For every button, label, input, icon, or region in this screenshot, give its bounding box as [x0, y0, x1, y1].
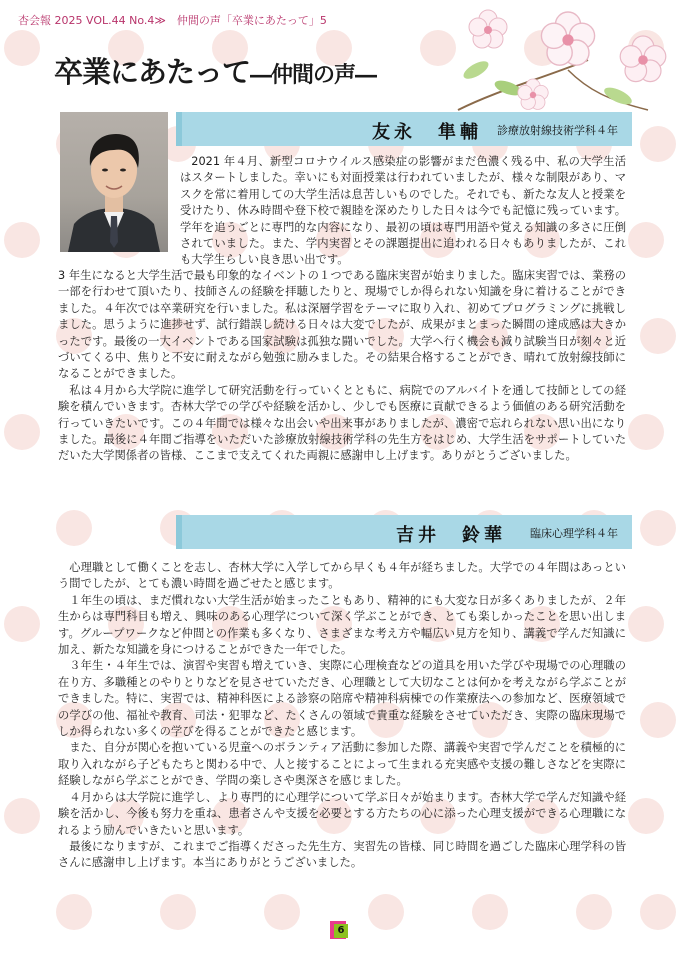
- paragraph: 2021 年４月、新型コロナウイルス感染症の影響がまだ色濃く残る中、私の大学生活はスタートしました。幸いにも対面授業は行われていましたが、様々な制限があり、マスクを常に着用しての大学生活は息苦しいものでした。それでも、新たな友人と授業を受けたり、休み時間や登下校で親睦を深めたりした日々は今でも記憶に残っています。学年を追うごとに専門的な内容になり、最初の頃は専門用語や覚える知識の多さに圧倒されていました。また、学内実習とその課題提出に追われる日々もありましたが、これも大学生らしい良き思い出です。: [180, 155, 626, 267]
- background-dot: [4, 798, 40, 834]
- background-dot: [264, 894, 300, 930]
- running-header: 杏会報 2025 VOL.44 No.4≫ 仲間の声「卒業にあたって」5: [18, 14, 327, 27]
- author-photo: [60, 112, 168, 252]
- background-dot: [4, 606, 40, 642]
- paragraph: また、自分が関心を抱いている児童へのボランティア活動に参加した際、講義や実習で学んだことを積極的に取り入れながら子どもたちと関わる中で、人と接することによって生まれる充実感や支援の難しさなどを実際に経験しながら学ぶことができ、学問の楽しさや奥深さを感じました。: [58, 741, 626, 788]
- background-dot: [640, 894, 676, 930]
- background-dot: [368, 894, 404, 930]
- paragraph: 私は４月から大学院に進学して研究活動を行っていくとともに、病院でのアルバイトを通して技師としての経験を積んでいきます。杏林大学での学びや経験を活かし、少しでも医療に貢献できるよう価値のある研究活動を行っていきたいです。この４年間では様々な出会いや出来事がありましたが、濃密で忘れられない思い出になりました。最後に４年間ご指導をいただいた診療放射線技術学科の先生方をはじめ、大学生活をサポートしていただいた大学関係者の皆様、ここまで支えてくれた両親に感謝申し上げます。ありがとうございました。: [58, 383, 626, 463]
- page-number: 6: [334, 924, 348, 938]
- page-title-main: 卒業にあたって: [54, 55, 251, 89]
- background-dot: [160, 894, 196, 930]
- author-name: 吉井 鈴華: [396, 525, 506, 546]
- background-dot: [576, 894, 612, 930]
- paragraph: 3 年生になると大学生活で最も印象的なイベントの１つである臨床実習が始まりました。臨床実習では、業務の一部を行わせて頂いたり、技師さんの経験を拝聴したりと、現場でしか得られない知識を身に着けることができました。４年次では卒業研究を行いました。私は深層学習をテーマに取り入れ、初めてプログラミングに挑戦しました。思うように進捗せず、試行錯誤し続ける日々は大変でしたが、成果がまとまった瞬間の達成感は大きかったです。最後の一大イベントである国家試験は孤独な闘いでした。大学へ行く機会も減り試験当日が刻々と近づいてくる中、焦りと不安に耐えながら勉強に励みました。その結果合格することができ、晴れて放射線技師になることができました。: [58, 269, 626, 381]
- background-dot: [628, 222, 664, 258]
- author-department: 臨床心理学科４年: [530, 527, 618, 540]
- author-name-bar: [176, 112, 632, 146]
- paragraph: ３年生・４年生では、演習や実習も増えていき、実際に心理検査などの道具を用いた学びや現場での心理職の在り方、多職種とのやりとりなどを見させていただき、心理職として大切なことは何かを考えながら学ぶことができました。特に、実習では、精神科医による診察の陪席や精神科病棟での作業療法への参加など、医療領域での学びの他、福祉や教育、司法・犯罪など、たくさんの領域で貴重な経験をさせていただき、実際の臨床現場でしか得られない多くの学びを得ることができたと感じます。: [58, 659, 626, 739]
- paragraph: 心理職として働くことを志し、杏林大学に入学してから早くも４年が経ちました。大学での４年間はあっという間でしたが、とても濃い時間を過ごせたと感じます。: [58, 561, 626, 591]
- background-dot: [56, 510, 92, 546]
- paragraph: １年生の頃は、まだ慣れない大学生活が始まったこともあり、精神的にも大変な日が多くありましたが、２年生からは専門科目も増え、興味のある心理学について深く学ぶことができ、とても楽しかったことを思い出します。グループワークなど仲間との作業も多くなり、さまざまな考え方や幅広い見方を知り、講義で学んだ知識に加え、新たな知識を身につけることができた一年でした。: [58, 593, 626, 657]
- paragraph: 最後になりますが、これまでご指導くださった先生方、実習先の皆様、同じ時間を過ごした臨床心理学科の皆さんに感謝申し上げます。本当にありがとうございました。: [58, 839, 626, 870]
- background-dot: [640, 318, 676, 354]
- author-name: 友永 隼輔: [372, 122, 482, 143]
- background-dot: [4, 30, 40, 66]
- article-body-intro: [180, 154, 626, 269]
- background-dot: [628, 606, 664, 642]
- background-dot: [628, 414, 664, 450]
- page-title-sub: ―仲間の声―: [250, 62, 377, 88]
- background-dot: [56, 894, 92, 930]
- author-name-bar: [176, 515, 632, 549]
- article-body: [58, 560, 626, 872]
- cherry-blossom-illustration: [418, 0, 680, 120]
- author-department: 診療放射線技術学科４年: [497, 124, 618, 137]
- background-dot: [640, 126, 676, 162]
- background-dot: [4, 414, 40, 450]
- background-dot: [640, 702, 676, 738]
- background-dot: [4, 222, 40, 258]
- paragraph: ４月からは大学院に進学し、より専門的に心理学について学ぶ日々が始まります。杏林大学で学んだ知識や経験を活かし、今後も努力を重ね、患者さんや支援を必要とする方たちの心に添った心理支援ができる心理職になれるよう励んでいきたいと思います。: [58, 790, 626, 837]
- article-body: [58, 268, 626, 465]
- background-dot: [628, 798, 664, 834]
- page-title: [54, 50, 376, 91]
- background-dot: [640, 510, 676, 546]
- background-dot: [472, 894, 508, 930]
- page-number-badge: [330, 921, 346, 939]
